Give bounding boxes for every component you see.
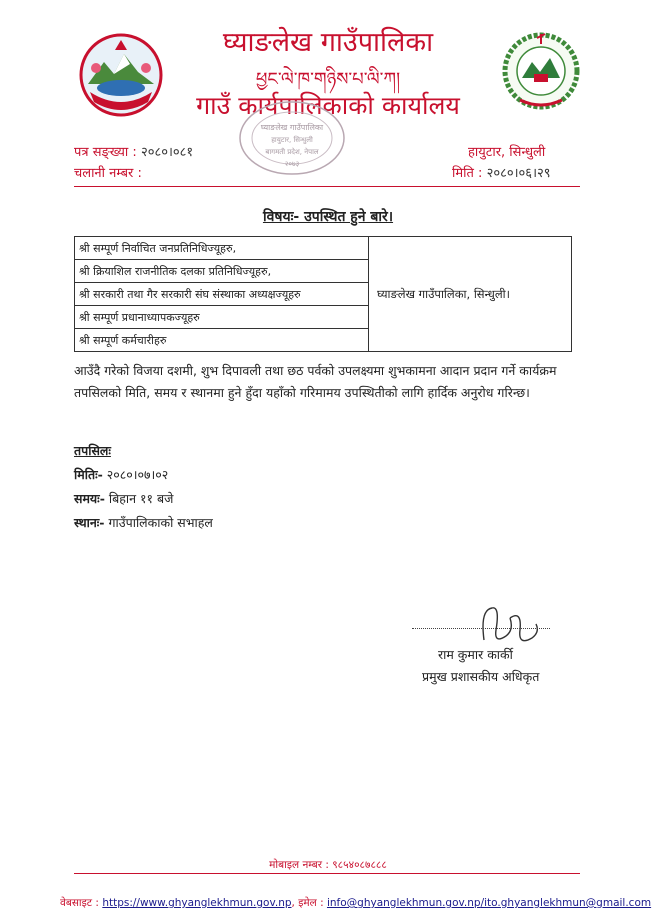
footer-mobile: मोबाइल नम्बर : ९८५४०८७८८८ xyxy=(269,859,387,871)
reference-number xyxy=(74,142,193,160)
table-row xyxy=(75,237,572,260)
recipient-cell: श्री सरकारी तथा गैर सरकारी संघ संस्थाका अध्यक्षज्यूहरु xyxy=(75,283,369,306)
details-heading: तपसिलः xyxy=(74,443,111,458)
recipient-cell: श्री सम्पूर्ण निर्वाचित जनप्रतिनिधिज्यूहरु, xyxy=(75,237,369,260)
event-time xyxy=(74,490,173,507)
svg-text:२०७३: २०७३ xyxy=(284,160,300,168)
recipient-location: घ्याङलेख गाउँपालिका, सिन्धुली। xyxy=(369,237,572,352)
event-date-label: मितिः- xyxy=(74,467,103,482)
body-paragraph: आउँदै गरेको विजया दशमी, शुभ दिपावली तथा छठ पर्वको उपलक्ष्यमा शुभकामना आदान प्रदान गर्ने कार्यक्रम तपसिलको मिति, समय र स्थानमा हुने हुँदा यहाँको गरिमामय उपस्थितीको लागि हार्दिक अनुरोध गरिन्छ। xyxy=(74,363,557,400)
recipient-cell: श्री क्रियाशिल राजनीतिक दलका प्रतिनिधिज्यूहरु, xyxy=(75,260,369,283)
event-venue-label: स्थानः- xyxy=(74,515,105,530)
subject-line xyxy=(0,207,656,226)
signatory-title: प्रमुख प्रशासकीय अधिकृत xyxy=(422,669,540,684)
place: हायुटार, सिन्धुली xyxy=(468,145,546,160)
svg-text:बागमती प्रदेश, नेपाल: बागमती प्रदेश, नेपाल xyxy=(265,148,319,156)
footer-divider xyxy=(74,873,580,874)
reference-label: पत्र सङ्ख्या : xyxy=(74,145,137,160)
subject-text: विषयः- उपस्थित हुने बारे। xyxy=(262,209,394,225)
event-date xyxy=(74,466,168,483)
municipality-name-tibetan: ཕྱང་ལེ་ཁ་གཉིས་པ་ལི་ཀ། xyxy=(255,69,401,90)
date-value: २०८०।०६।२९ xyxy=(486,166,551,181)
event-venue-value: गाउँपालिकाको सभाहल xyxy=(108,515,213,530)
handwritten-signature xyxy=(470,600,550,650)
recipient-cell: श्री सम्पूर्ण प्रधानाध्यापकज्यूहरु xyxy=(75,306,369,329)
event-date-value: २०८०।०७।०२ xyxy=(106,467,169,482)
website-link[interactable]: https://www.ghyanglekhmun.gov.np xyxy=(102,897,292,909)
recipient-cell: श्री सम्पूर्ण कर्मचारीहरु xyxy=(75,329,369,352)
dispatch-number-label: चलानी नम्बर : xyxy=(74,166,142,181)
event-time-value: बिहान ११ बजे xyxy=(108,491,174,506)
reference-value: २०८०।०८१ xyxy=(140,145,194,160)
office-name: गाउँ कार्यपालिकाको कार्यालय xyxy=(196,91,460,120)
official-stamp xyxy=(232,96,352,180)
website-label: वेबसाइट : xyxy=(60,897,103,909)
letter-date xyxy=(452,163,551,181)
municipality-name: घ्याङलेख गाउँपालिका xyxy=(222,27,434,58)
email-label: , इमेल : xyxy=(291,897,327,909)
svg-text:घ्याङलेख गाउँपालिका: घ्याङलेख गाउँपालिका xyxy=(260,123,324,132)
svg-text:हायुटार, सिन्धुली: हायुटार, सिन्धुली xyxy=(271,136,313,144)
footer-contacts xyxy=(60,896,651,910)
email-link[interactable]: info@ghyanglekhmun.gov.np xyxy=(326,897,481,909)
recipients-table xyxy=(74,236,572,352)
signatory-name: राम कुमार कार्की xyxy=(438,647,513,662)
email-link-secondary[interactable]: /ito.ghyanglekhmun@gmail.com xyxy=(480,897,652,909)
date-label: मिति : xyxy=(452,166,483,181)
event-venue xyxy=(74,514,213,531)
header-divider xyxy=(74,186,580,187)
event-time-label: समयः- xyxy=(74,491,105,506)
signature-line xyxy=(412,628,550,629)
